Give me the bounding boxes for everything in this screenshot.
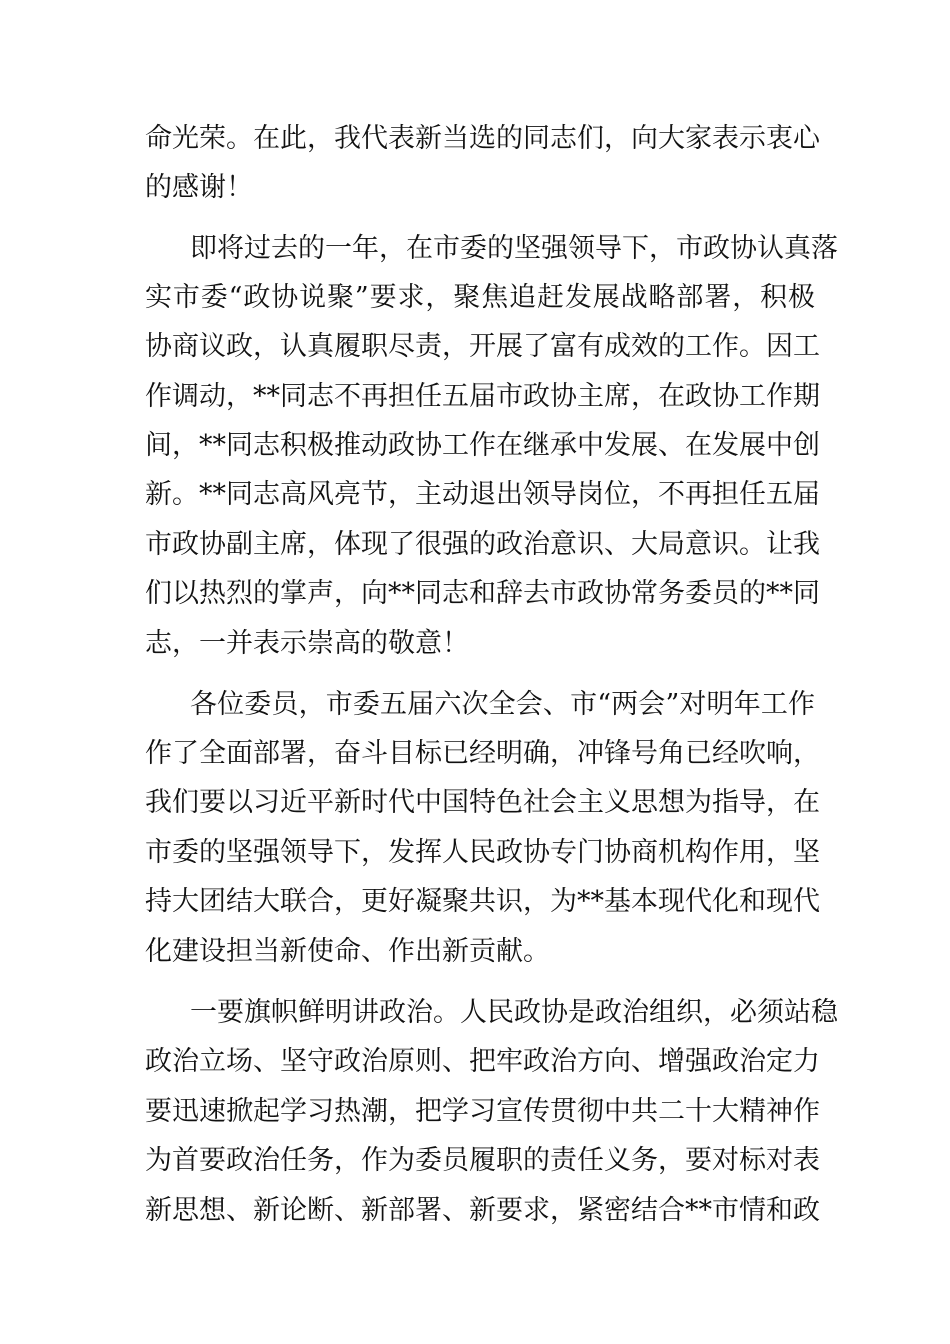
text-line: 志，一并表示崇高的敬意！ [145,628,469,659]
paragraph-first-line: 一要旗帜鲜明讲政治。人民政协是政治组织，必须站稳 [190,997,838,1028]
text-line: 作调动，**同志不再担任五届市政协主席，在政协工作期 [145,381,820,412]
text-line: 协商议政，认真履职尽责，开展了富有成效的工作。因工 [145,331,820,362]
text-line: 持大团结大联合，更好凝聚共识，为**基本现代化和现代 [145,886,820,917]
text-line: 命光荣。在此，我代表新当选的同志们，向大家表示衷心 [145,123,820,154]
text-line: 新思想、新论断、新部署、新要求，紧密结合**市情和政 [145,1195,820,1226]
text-line: 新。**同志高风亮节，主动退出领导岗位，不再担任五届 [145,479,820,510]
text-line: 们以热烈的掌声，向**同志和辞去市政协常务委员的**同 [145,578,820,609]
text-line: 为首要政治任务，作为委员履职的责任义务，要对标对表 [145,1145,820,1176]
text-line: 实市委“政协说聚”要求，聚焦追赶发展战略部署，积极 [145,282,815,313]
paragraph-first-line: 各位委员，市委五届六次全会、市“两会”对明年工作 [190,689,815,720]
text-line: 化建设担当新使命、作出新贡献。 [145,936,550,967]
text-line: 政治立场、坚守政治原则、把牢政治方向、增强政治定力 [145,1046,820,1077]
text-line: 我们要以习近平新时代中国特色社会主义思想为指导，在 [145,787,820,818]
text-line: 市委的坚强领导下，发挥人民政协专门协商机构作用，坚 [145,837,820,868]
text-line: 作了全面部署，奋斗目标已经明确，冲锋号角已经吹响， [145,738,820,769]
text-line: 的感谢！ [145,172,253,203]
text-line: 间，**同志积极推动政协工作在继承中发展、在发展中创 [145,430,820,461]
paragraph-first-line: 即将过去的一年，在市委的坚强领导下，市政协认真落 [190,233,838,264]
text-line: 要迅速掀起学习热潮，把学习宣传贯彻中共二十大精神作 [145,1096,820,1127]
text-line: 市政协副主席，体现了很强的政治意识、大局意识。让我 [145,529,820,560]
